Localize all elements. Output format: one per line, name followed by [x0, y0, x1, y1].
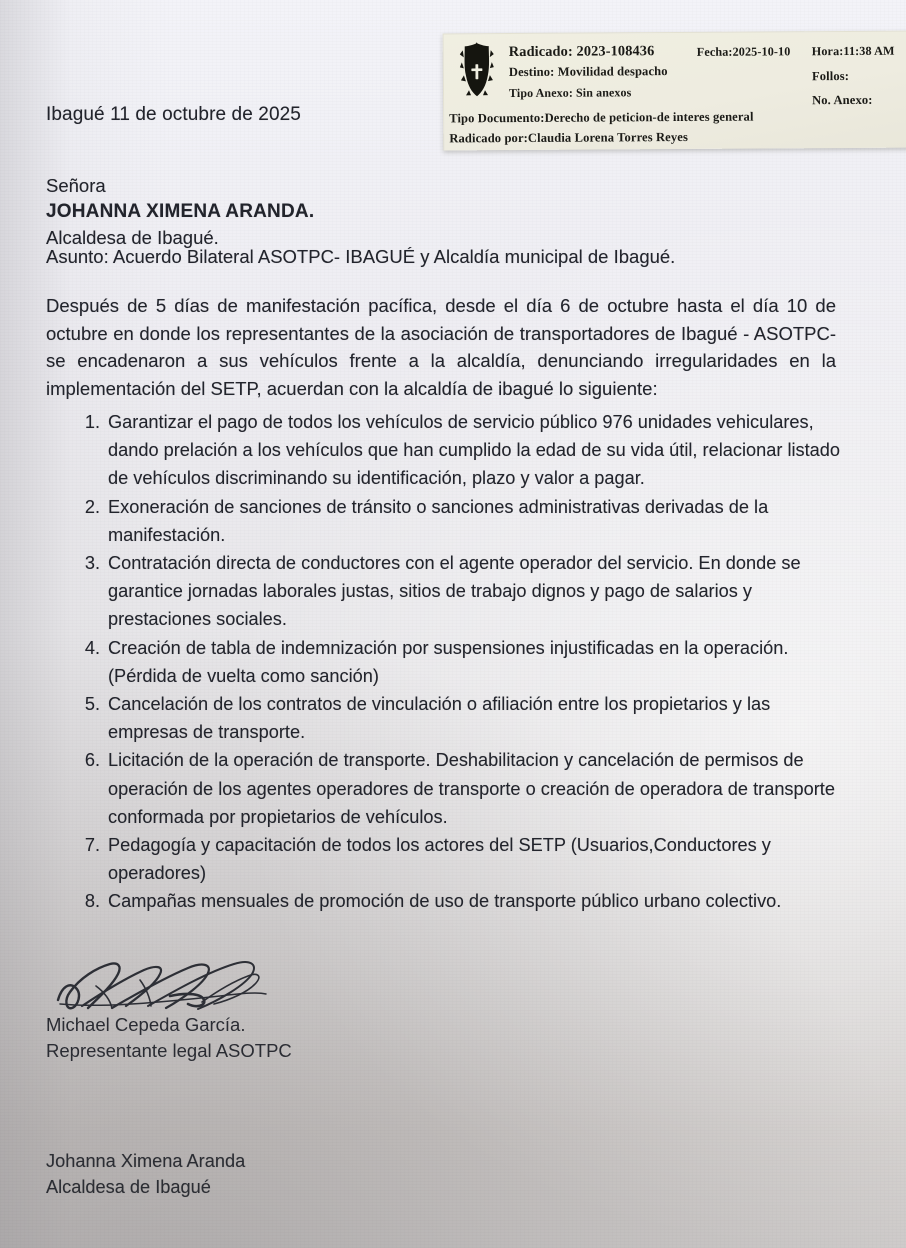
agreement-number: 8. — [84, 891, 100, 912]
agreement-item — [46, 690, 846, 746]
agreement-number: 7. — [84, 835, 100, 856]
coat-of-arms-crest-icon — [460, 42, 494, 98]
stamp-tipo-anexo: Tipo Anexo: Sin anexos — [508, 85, 632, 101]
recipient-role: Alcaldesa de Ibagué. — [46, 227, 219, 248]
stamp-radicado-por: Radicado por:Claudia Lorena Torres Reyes — [449, 129, 688, 146]
subject-line: Asunto: Acuerdo Bilateral ASOTPC- IBAGUÉ y Alcaldía municipal de Ibagué. — [46, 246, 676, 267]
stamp-destino: Destino: Movilidad despacho — [508, 64, 668, 80]
addressee-block — [46, 173, 314, 251]
date-line: Ibagué 11 de octubre de 2025 — [46, 104, 301, 125]
recipient-name: JOHANNA XIMENA ARANDA. — [46, 201, 315, 222]
agreement-text: Campañas mensuales de promoción de uso de transporte público urbano colectivo. — [108, 891, 782, 912]
intro-paragraph: Después de 5 días de manifestación pacífica, desde el día 6 de octubre hasta el día 10 de octubre en donde los representantes de la asociación de transportadores de Ibagué - ASOTPC- se encadenaron a sus vehículos frente a la alcaldía, denunciando irregularidades en la implementación del SETP, acuerdan con la alcaldía de ibagué lo siguiente: — [46, 295, 836, 399]
agreement-text: Licitación de la operación de transporte. Deshabilitacion y cancelación de permisos de operación de los agentes operadores de transporte o creación de operadora de transporte conformada por propietarios de vehículos. — [108, 750, 835, 827]
agreement-item — [46, 887, 846, 915]
signature-block — [46, 960, 466, 1060]
agreement-number: 2. — [84, 496, 100, 517]
agreement-text: Cancelación de los contratos de vinculación o afiliación entre los propietarios y las empresas de transporte. — [108, 694, 771, 743]
agreement-item — [46, 746, 846, 831]
agreement-item — [46, 634, 846, 690]
agreement-text: Garantizar el pago de todos los vehículos de servicio público 976 unidades vehiculares, dando prelación a los vehículos que han cumplido la edad de su vida útil, relacionar listado de vehículos discriminando su identificación, plazo y valor a pagar. — [108, 412, 841, 489]
agreement-item — [46, 493, 846, 549]
agreement-text: Exoneración de sanciones de tránsito o sanciones administrativas derivadas de la manifestación. — [108, 496, 769, 545]
agreement-number: 6. — [84, 750, 100, 771]
agreement-number: 5. — [84, 694, 100, 715]
recipient-footer-block — [46, 1148, 245, 1200]
signer-name: Michael Cepeda García. — [46, 1014, 246, 1035]
agreements-list — [46, 408, 846, 916]
recipient-footer-role: Alcaldesa de Ibagué — [46, 1177, 211, 1197]
agreement-number: 4. — [84, 637, 100, 658]
stamp-fecha: Fecha:2025-10-10 — [696, 44, 791, 59]
reception-stamp — [443, 31, 906, 151]
agreement-number: 3. — [84, 553, 100, 574]
stamp-no-anexo: No. Anexo: — [812, 92, 873, 108]
agreement-text: Contratación directa de conductores con el agente operador del servicio. En donde se garantice jornadas laborales justas, sitios de trabajo dignos y pago de salarios y prestaciones sociales. — [108, 553, 801, 630]
signer-identity — [46, 1012, 292, 1064]
agreement-number: 1. — [84, 412, 100, 432]
agreement-text: Creación de tabla de indemnización por suspensiones injustificadas en la operación. (Pérdida de vuelta como sanción) — [108, 637, 789, 686]
stamp-tipo-documento: Tipo Documento:Derecho de peticion-de interes general — [449, 109, 754, 126]
salutation-title: Señora — [46, 175, 106, 196]
stamp-hora: Hora:11:38 AM — [811, 43, 895, 59]
agreement-item — [46, 549, 846, 634]
stamp-radicado: Radicado: 2023-108436 — [508, 43, 655, 61]
stamp-folios: Follos: — [811, 68, 850, 84]
signer-role: Representante legal ASOTPC — [46, 1040, 292, 1061]
agreement-item — [46, 408, 846, 493]
agreement-text: Pedagogía y capacitación de todos los actores del SETP (Usuarios,Conductores y operadores) — [108, 835, 771, 884]
recipient-footer-name: Johanna Ximena Aranda — [46, 1151, 246, 1171]
agreement-item — [46, 831, 846, 887]
